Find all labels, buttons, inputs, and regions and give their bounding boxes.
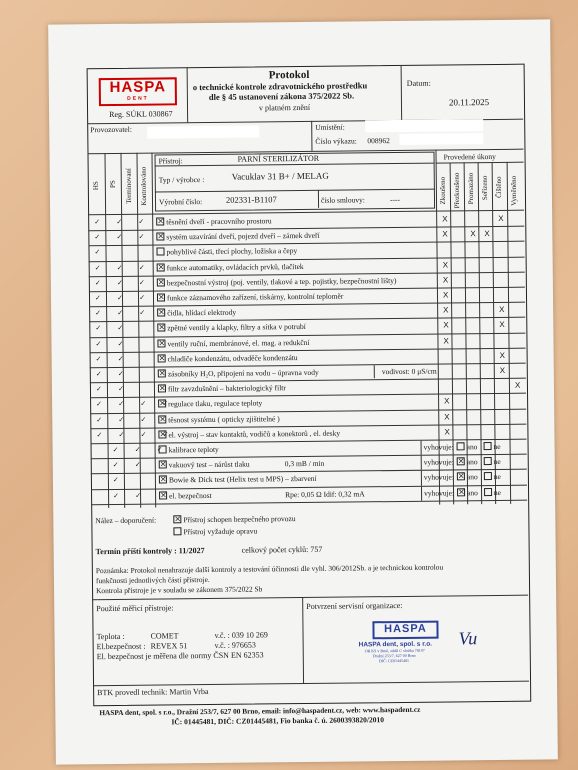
- row-item: [157, 308, 236, 318]
- cislo-vykazu-value: 008962: [367, 136, 390, 146]
- row-item: [158, 368, 319, 379]
- el-value: REVEX 51: [150, 641, 188, 651]
- row-item: [157, 262, 304, 273]
- row-label: těsnění dveří - pracovního prostoru: [166, 216, 272, 227]
- vyhovuje-ano-checkbox[interactable]: [457, 457, 465, 465]
- row-checkbox[interactable]: [157, 309, 165, 317]
- row-item: [157, 338, 309, 349]
- row-checkmarks: ✓ ✓ ✓: [94, 232, 152, 242]
- test-checkbox[interactable]: [159, 461, 167, 469]
- row-checkbox[interactable]: [156, 248, 164, 256]
- row-item: [156, 246, 297, 256]
- footer-line1: HASPA dent, spol. s r.o., Dražní 253/7, 627 00 Brno, email: info@haspadent.cz, web: www.haspadent.cz: [99, 704, 421, 718]
- datum-label: Datum:: [406, 78, 431, 88]
- btk-technik: BTK provedl technik: Martin Vrba: [97, 687, 209, 698]
- vyhovuje-ne-checkbox[interactable]: [484, 472, 492, 480]
- row-checkmarks: ✓ ✓ ✓: [94, 217, 152, 227]
- row-checkbox[interactable]: [157, 263, 165, 271]
- row-checkbox[interactable]: [157, 293, 165, 301]
- redacted-vykazu: [399, 133, 483, 145]
- vyhovuje-ano-checkbox[interactable]: [457, 442, 465, 450]
- footer-line2: IČ: 01445481, DIČ: CZ01445481, Fio banka č. ú. 2600393820/2010: [171, 715, 384, 727]
- test-checkbox[interactable]: [159, 491, 167, 499]
- vyhovuje-ano-label: ano: [466, 472, 478, 482]
- row-checkmarks: ✓ ✓ ✓ ✓: [96, 399, 176, 409]
- haspa-logo: [99, 77, 177, 106]
- row-label: čidla, hlídací elektrody: [167, 307, 237, 318]
- poznamka-line1: Poznámka: Protokol nenahrazuje další kontroly a testování účinnosti dle vyhl. 306/2012Sb. a je technickou kontrolou: [95, 562, 444, 576]
- protocol-sheet: [48, 19, 558, 764]
- vyhovuje-ano-label: ano: [467, 487, 478, 497]
- row-label: funkce záznamového zařízení, tiskárny, kontrolní teploměr: [166, 291, 344, 303]
- row-checkbox[interactable]: [156, 217, 164, 225]
- cislo-vykazu-label: Číslo výkazu:: [315, 136, 357, 146]
- row-checkmarks: ✓ ✓: [95, 339, 131, 348]
- row-label: zpětné ventily a klapky, filtry a sítka v potrubí: [167, 322, 306, 333]
- vyhovuje-ne-label: ne: [493, 441, 501, 452]
- provozovatel-label: Provozovatel:: [90, 124, 132, 135]
- row-checkmarks: ✓ ✓ ✓: [95, 308, 153, 318]
- vyhovuje-label: vyhovuje:: [423, 442, 454, 452]
- row-item: [158, 353, 298, 363]
- ukon-mark: X: [442, 275, 449, 285]
- nalez-opt2: [173, 526, 257, 536]
- test-value: Rpe: 0,05 Ω Idif: 0,32 mA: [285, 488, 365, 499]
- test-checkbox[interactable]: [159, 445, 167, 453]
- ukon-mark: X: [442, 229, 448, 239]
- row-checkbox[interactable]: [157, 278, 165, 286]
- reg-sukl: Reg. SÚKL 030867: [109, 109, 173, 120]
- vyhovuje-group: [424, 457, 501, 467]
- logo-text: HASPA: [109, 78, 167, 97]
- vyhovuje-ano-checkbox[interactable]: [457, 473, 465, 481]
- test-item: [159, 491, 212, 501]
- termin-kontroly: Termín příští kontroly : 11/2027: [95, 546, 205, 557]
- row-checkbox[interactable]: [158, 430, 166, 438]
- col-terminovani: Terminovaní: [124, 168, 134, 204]
- test-label: Bowie & Dick test (Helix test u MPS) – zbarvení: [168, 474, 317, 485]
- vyhovuje-label: vyhovuje:: [423, 457, 454, 467]
- vyhovuje-group: [424, 442, 501, 452]
- row-label: bezpečnostní výstroj (poj. ventily, tlakové a tep. pojistky, bezpečnostní lišty): [166, 275, 397, 288]
- row-checkmarks: ✓ ✓ ✓: [94, 263, 152, 272]
- umisteni-label: Umístění:: [315, 122, 345, 132]
- row-item: [156, 216, 271, 226]
- ukon-mark: X: [444, 427, 450, 437]
- stamp-name: HASPA dent, spol. s r.o.: [358, 640, 433, 649]
- teplota-value: COMET: [150, 631, 179, 641]
- test-checkmarks: ✓ ✓: [112, 460, 148, 470]
- pristroj-value: PARNÍ STERILIZÁTOR: [237, 153, 320, 164]
- nalez-label: Nález – doporučení:: [95, 515, 157, 526]
- nalez-opt2-checkbox[interactable]: [173, 527, 181, 535]
- ukon-mark: X: [444, 396, 450, 406]
- el-label: El.bezpečnost :: [96, 641, 146, 652]
- ukon-prezkouseno: Přezkoušeno: [452, 172, 462, 209]
- ukon-mark: X: [443, 320, 449, 330]
- ukon-mark: X: [470, 229, 476, 239]
- row-checkmarks: ✓ ✓ ✓ ✓: [96, 430, 176, 439]
- vyhovuje-ano-checkbox[interactable]: [457, 488, 465, 496]
- row-label: ventily ruční, membránové, el. mag. a redukční: [167, 337, 310, 349]
- stamp-logo-text: HASPA: [384, 622, 427, 636]
- nalez-opt1-label: Přístroj schopen bezpečného provozu: [183, 514, 296, 525]
- ukon-promazano: Promazáno: [466, 172, 476, 205]
- row-checkbox[interactable]: [157, 324, 165, 332]
- ukon-mark: X: [499, 350, 506, 360]
- vyhovuje-label: vyhovuje:: [424, 488, 455, 498]
- ukon-mark: X: [442, 260, 449, 270]
- ukon-mark: X: [498, 213, 504, 223]
- ukony-title: Provedené úkony: [443, 151, 496, 162]
- ukon-serizeno: Seřízeno: [480, 175, 490, 201]
- nalez-opt1: [173, 514, 295, 524]
- vyhovuje-group: [424, 472, 501, 482]
- test-item: [159, 474, 317, 485]
- protocol-title: Protokol: [268, 68, 310, 82]
- row-label: systém uzavírání dveří, pojezd dveří – zámek dveří: [166, 231, 320, 242]
- vodivost-value: vodivost: 0 μS/cm: [381, 366, 437, 377]
- test-checkmarks: ✓ ✓: [113, 491, 149, 500]
- test-item: [159, 460, 250, 470]
- vyhovuje-ne-checkbox[interactable]: [484, 488, 492, 496]
- test-label: el. bezpečnost: [169, 490, 212, 501]
- vyhovuje-ne-checkbox[interactable]: [483, 442, 491, 450]
- row-label: funkce automatiky, ovládacích prvků, tlačítek: [166, 261, 304, 273]
- ukon-cisteno: Čištěno: [494, 176, 503, 198]
- typ-label: Typ / výrobce :: [158, 175, 205, 185]
- row-checkmarks: ✓ ✓: [95, 384, 131, 394]
- teplota-vc: v.č. : 039 10 269: [214, 630, 268, 640]
- stamp-line2: Dražní 253/7, 627 00 Brno: [372, 652, 416, 659]
- col-hs: HS: [91, 181, 100, 191]
- ukon-mark: X: [484, 229, 490, 239]
- smlouvy-label: číslo smlouvy:: [320, 195, 366, 205]
- poznamka-line2: funkčnosti jednotlivých částí přístroje.: [95, 574, 210, 586]
- row-label: pohyblivé části, třecí plochy, ložiska a čepy: [166, 246, 298, 257]
- vyhovuje-ne-label: ne: [493, 472, 501, 482]
- protocol-subtitle-3: v platném znění: [258, 102, 311, 113]
- meridla-title: Použité měřicí přístroje:: [96, 603, 174, 614]
- ukon-mark: X: [442, 214, 448, 224]
- ukon-zkouseno: Zkoušeno: [438, 176, 448, 205]
- vyhovuje-ano-label: ano: [466, 457, 478, 467]
- test-checkbox[interactable]: [159, 476, 167, 484]
- ukon-mark: X: [499, 365, 506, 375]
- redacted-provozovatel: [147, 125, 259, 138]
- vyhovuje-ne-label: ne: [493, 457, 501, 467]
- vyrobni-value: 202331-B1107: [225, 194, 277, 205]
- protocol-subtitle-1: o technické kontrole zdravotnického prostředku: [192, 80, 368, 93]
- row-checkbox[interactable]: [157, 339, 165, 347]
- row-item: [156, 231, 319, 242]
- row-label: el. výstroj – stav kontaktů, vodičů a konektorů , el. desky: [168, 428, 341, 440]
- teplota-label: Teplota :: [96, 631, 125, 642]
- ukon-mark: X: [443, 305, 449, 315]
- redacted-umisteni: [365, 119, 483, 132]
- ukon-mark: X: [499, 305, 505, 315]
- logo-sub: DENT: [127, 95, 149, 102]
- row-label: chladiče kondenzátu, odvaděče kondenzátu: [167, 352, 298, 364]
- row-checkmarks: ✓ ✓ ✓: [94, 278, 152, 287]
- row-item: [158, 399, 262, 409]
- ukon-mark: X: [443, 336, 449, 346]
- row-checkbox[interactable]: [158, 369, 166, 377]
- row-label: regulace tlaku, regulace teploty: [168, 398, 263, 409]
- signature: Vu: [458, 628, 478, 649]
- row-label: filtr zavzdušnění – bakteriologický filtr: [167, 383, 286, 394]
- col-kontrolovano: Kontrolováno: [139, 166, 149, 206]
- nalez-opt2-label: Přístroj vyžaduje opravu: [183, 526, 258, 537]
- vyhovuje-ne-label: ne: [493, 487, 502, 497]
- stamp-line1: OR KS v Brně, oddíl C vložka 78197: [364, 647, 425, 654]
- row-checkmarks: ✓ ✓ ✓: [96, 415, 154, 424]
- test-item: [159, 445, 219, 455]
- ukon-mark: X: [444, 412, 450, 422]
- pristroj-label: Přístroj:: [158, 156, 183, 166]
- ukon-vymeneno: Vyměněno: [509, 175, 519, 206]
- test-value: 0,3 mB / min: [284, 458, 325, 469]
- pocet-cyklu: celkový počet cyklů: 757: [241, 544, 323, 555]
- vyhovuje-ne-checkbox[interactable]: [484, 457, 492, 465]
- row-item: [158, 383, 286, 393]
- stamp-logo: [372, 621, 438, 640]
- test-label: vakuový test – nárůst tlaku: [168, 459, 250, 470]
- ukon-mark: X: [442, 290, 449, 300]
- el-norma: El. bezpečnost je měřena dle normy ČSN EN 62353: [96, 650, 264, 662]
- potvrzeni-title: Potvrzení servisní organizace:: [306, 600, 403, 611]
- row-checkmarks: ✓ ✓: [95, 324, 131, 333]
- row-checkmarks: ✓: [94, 248, 108, 257]
- stamp-line3: DIČ: CZ01445481: [378, 657, 409, 664]
- test-label: kalibrace teploty: [168, 444, 219, 455]
- row-item: [158, 414, 280, 424]
- vyhovuje-group: [424, 488, 501, 498]
- poznamka-line3: Kontrola přístroje je v souladu se zákonem 375/2022 Sb: [96, 584, 263, 596]
- el-vc: v.č. : 976653: [214, 640, 256, 650]
- ukon-mark: X: [499, 320, 505, 330]
- vodivost-cell: [374, 365, 437, 379]
- vyhovuje-label: vyhovuje:: [423, 472, 454, 483]
- row-item: [158, 428, 340, 439]
- vyrobni-label: Výrobní číslo:: [158, 197, 203, 207]
- row-checkbox[interactable]: [156, 233, 164, 241]
- test-checkmarks: ✓: [112, 476, 126, 485]
- vyhovuje-ano-label: ano: [466, 442, 478, 452]
- protocol-subtitle-2: dle § 45 ustanovení zákona 375/2022 Sb.: [208, 90, 355, 102]
- ukon-mark: X: [514, 380, 521, 390]
- datum-value: 20.11.2025: [448, 97, 490, 108]
- row-checkbox[interactable]: [158, 354, 166, 362]
- test-checkmarks: ✓ ✓ ✓: [112, 445, 170, 454]
- row-label: těsnost systému ( opticky zjištitelné ): [168, 413, 280, 425]
- typ-value: Vacuklav 31 B+ / MELAG: [231, 170, 329, 182]
- smlouvy-value: ----: [389, 194, 401, 205]
- row-item: [157, 322, 306, 333]
- row-checkmarks: ✓ ✓ ✓: [94, 293, 153, 303]
- row-checkbox[interactable]: [158, 415, 166, 423]
- row-checkmarks: ✓ ✓: [95, 354, 131, 363]
- row-checkbox[interactable]: [158, 400, 166, 408]
- row-checkmarks: ✓ ✓: [95, 369, 131, 379]
- row-checkbox[interactable]: [158, 385, 166, 393]
- col-ps: PS: [108, 180, 117, 189]
- row-label: zásobníky H₂O, připojení na vodu – úpravna vody: [167, 367, 319, 379]
- nalez-opt1-checkbox[interactable]: [173, 515, 181, 523]
